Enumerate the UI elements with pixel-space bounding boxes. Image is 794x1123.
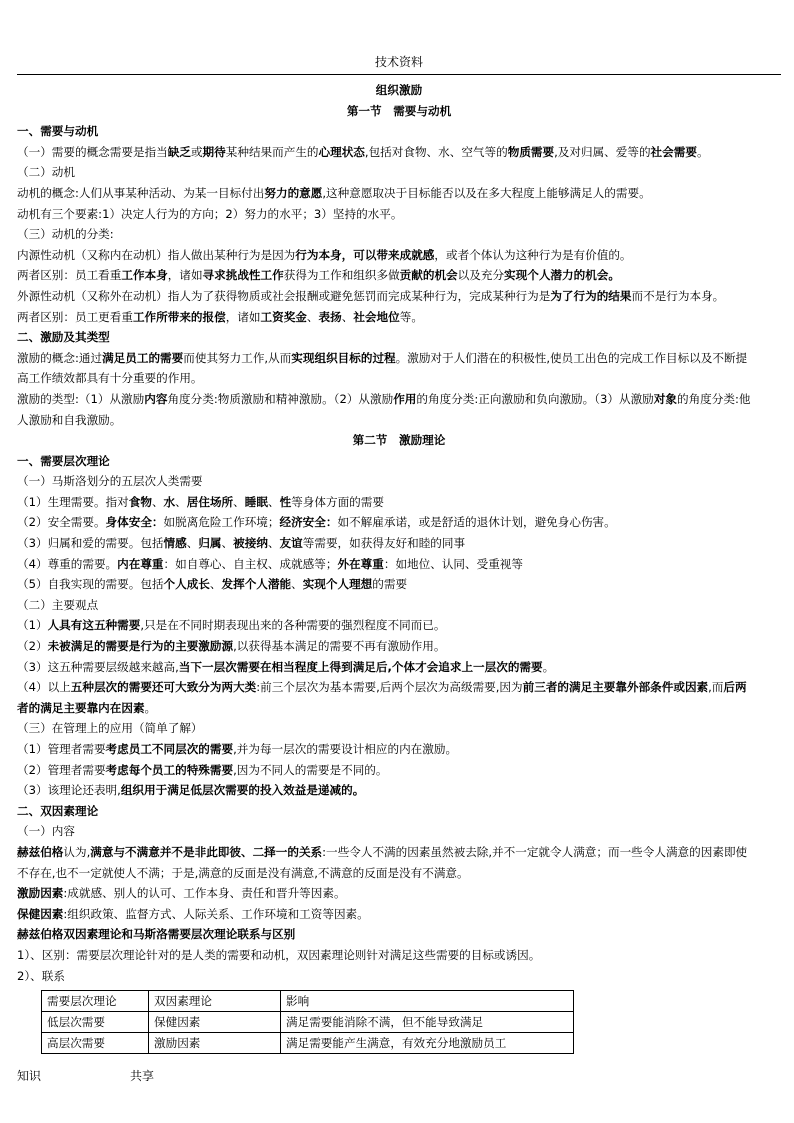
bold-text: 为了行为的结果 <box>550 288 632 303</box>
bold-text: 保健因素 <box>17 906 64 921</box>
bold-text: 考虑员工不同层次的需要 <box>105 742 234 756</box>
text: 。 <box>144 700 157 715</box>
text: ,这种意愿取决于目标能否以及在多大程度上能够满足人的需要。 <box>322 185 651 200</box>
text: :组织政策、监督方式、人际关系、工作环境和工资等因素。 <box>63 906 369 921</box>
bold-text: 赫兹伯格 <box>17 844 64 859</box>
bold-text: 居住场所 <box>186 494 234 509</box>
text: ,包括对食物、水、空气等的 <box>364 144 508 159</box>
paragraph-need-concept <box>17 142 781 163</box>
bold-text: 缺乏 <box>167 144 191 159</box>
subheading-motive: （二）动机 <box>17 165 75 180</box>
text: 。 <box>696 144 709 159</box>
paragraph-herzberg <box>17 842 781 863</box>
text: 、 <box>233 494 245 509</box>
text: 、 <box>221 536 234 551</box>
text: 等需要，如获得友好和睦的同事 <box>302 536 466 551</box>
paragraph-difference: 1）、区别：需要层次理论针对的是人类的需要和动机，双因素理论则针对满足这些需要的目标或诱因。 <box>17 947 541 962</box>
text: 而不是行为本身。 <box>631 288 725 303</box>
bold-text: 工作所带来的报偿 <box>132 309 226 324</box>
text: （2） <box>17 639 48 654</box>
bold-text: 努力的意愿 <box>264 185 323 200</box>
text: 、 <box>341 309 354 324</box>
bold-text: 内在尊重 <box>117 556 164 571</box>
item-belonging <box>17 533 781 554</box>
text: 两者区别：员工更看重 <box>17 309 133 324</box>
text: 两者区别：员工看重 <box>17 268 122 283</box>
paragraph-incentive-concept <box>17 348 781 369</box>
bold-text: 满意与不满意并不是非此即彼、二择一的关系 <box>90 844 323 859</box>
bold-text: 身体安全： <box>105 515 164 530</box>
subheading-main-points: （二）主要观点 <box>17 597 99 612</box>
text: 、 <box>267 536 280 551</box>
bold-text: 期待 <box>202 144 226 159</box>
point-4 <box>17 677 781 698</box>
table-cell: 满足需要能消除不满，但不能导致满足 <box>281 1012 574 1033</box>
bold-text: 寻求挑战性工作 <box>202 268 284 283</box>
bold-text: 经济安全： <box>279 515 338 530</box>
bold-text: 心理状态 <box>318 144 365 159</box>
text: ，或者个体认为这种行为是有价值的。 <box>434 247 632 262</box>
paragraph-incentive-concept-cont: 高工作绩效都具有十分重要的作用。 <box>17 371 203 386</box>
text: （1） <box>17 618 48 633</box>
text: （1）管理者需要 <box>17 742 106 756</box>
text: 。 <box>542 659 555 674</box>
bold-text: 个人成长 <box>163 577 210 592</box>
bold-text: 外在尊重 <box>337 556 384 571</box>
application-1 <box>17 739 781 760</box>
application-2 <box>17 760 781 781</box>
text: （3）该理论还表明, <box>17 783 121 798</box>
bold-text: 归属 <box>198 536 222 551</box>
text: 、 <box>186 536 199 551</box>
table-header-cell: 双因素理论 <box>149 991 281 1012</box>
comparison-table <box>41 990 574 1054</box>
paragraph-extrinsic <box>17 286 781 307</box>
text: （5）自我实现的需要。包括 <box>17 577 164 592</box>
bold-text: 表扬 <box>318 309 342 324</box>
text: ：如地位、认同、受重视等 <box>383 556 523 571</box>
paragraph-intrinsic-diff <box>17 265 781 286</box>
section-2-title: 第二节 激励理论 <box>352 433 446 448</box>
text: 、 <box>267 494 280 509</box>
text: 如脱离危险工作环境； <box>163 515 280 530</box>
paragraph-connection: 2）、联系 <box>17 968 65 983</box>
table-cell: 激励因素 <box>149 1033 281 1054</box>
table-cell: 满足需要能产生满意，有效充分地激励员工 <box>281 1033 574 1054</box>
text: ,只是在不同时期表现出来的各种需要的强烈程度不同而已。 <box>140 618 446 633</box>
bold-text: 工作本身 <box>121 268 168 283</box>
text: 角度分类:物质激励和精神激励。（2）从激励 <box>167 391 394 406</box>
text: 、 <box>306 309 319 324</box>
bold-text: 内容 <box>144 391 168 406</box>
bold-text: 社会需要 <box>650 144 697 159</box>
item-esteem <box>17 554 781 575</box>
text: 动机的概念:人们从事某种活动、为某一目标付出 <box>17 185 265 200</box>
text: 激励的概念:通过 <box>17 350 103 365</box>
text: （4）尊重的需要。 <box>17 556 118 571</box>
table-header-cell: 影响 <box>281 991 574 1012</box>
bold-text: 考虑每个员工的特殊需要 <box>105 762 234 777</box>
bold-text: 未被满足的需要是行为的主要激励源 <box>47 639 234 654</box>
heading-hierarchy: 一、需要层次理论 <box>17 453 110 468</box>
document-title: 组织激励 <box>375 83 423 97</box>
text: 某种结果而产生的 <box>225 144 319 159</box>
paragraph-extrinsic-diff <box>17 307 781 328</box>
text: ,而 <box>708 680 724 695</box>
bold-text: 情感 <box>163 536 187 551</box>
text: （一）需要的概念需要是指当 <box>17 144 168 159</box>
text: 、 <box>291 577 303 592</box>
subheading-content: （一）内容 <box>17 824 75 839</box>
bold-text: 物质需要 <box>507 144 555 159</box>
point-2 <box>17 636 781 657</box>
text: 等身体方面的需要 <box>291 494 384 509</box>
text: 获得为工作和组织多做 <box>283 268 400 283</box>
text: （3）归属和爱的需要。包括 <box>17 536 164 551</box>
bold-text: 者的满足主要靠内在因素 <box>17 700 145 715</box>
heading-incentive-types: 二、激励及其类型 <box>17 330 110 345</box>
text: ：如自尊心、自主权、成就感等； <box>163 556 338 571</box>
bold-text: 五种层次的需要还可大致分为两大类 <box>70 680 257 695</box>
item-physiological <box>17 492 781 513</box>
item-self-actualization <box>17 574 781 595</box>
text: （2）安全需要。 <box>17 515 106 530</box>
text: 或 <box>190 144 203 159</box>
text: ,以获得基本满足的需要不再有激励作用。 <box>233 639 446 654</box>
paragraph-intrinsic <box>17 245 781 266</box>
bold-text: 满足员工的需要 <box>102 350 184 365</box>
text: 的角度分类:他 <box>676 391 751 406</box>
bold-text: 实现个人理想 <box>302 577 373 592</box>
bold-text: 后两 <box>723 680 747 695</box>
bold-text: 行为本身，可以带来成就感 <box>295 247 435 262</box>
text: 认为, <box>63 844 91 859</box>
text: 而使其努力工作,从而 <box>183 350 292 365</box>
text: :前三个层次为基本需要,后两个层次为高级需要,因为 <box>256 680 523 695</box>
bold-text: 睡眠 <box>244 494 268 509</box>
bold-text: 实现个人潜力的机会。 <box>504 268 620 283</box>
text: 等。 <box>399 309 423 324</box>
text: 内源性动机（又称内在动机）指人做出某种行为是因为 <box>17 247 296 262</box>
header-rule <box>17 74 781 75</box>
text: 的角度分类:正向激励和负向激励。（3）从激励 <box>416 391 654 406</box>
paragraph-hygiene <box>17 904 781 925</box>
text: （1）生理需要。指对 <box>17 494 129 509</box>
bold-text: 人具有这五种需要 <box>47 618 141 633</box>
bold-text: 组织用于满足低层次需要的投入效益是递减的。 <box>120 783 365 798</box>
text: 如不解雇承诺，或是舒适的退休计划，避免身心伤害。 <box>337 515 616 530</box>
bold-text: 食物 <box>128 494 152 509</box>
table-row <box>42 1012 574 1033</box>
heading-two-factor: 二、双因素理论 <box>17 803 99 818</box>
text: 、 <box>151 494 164 509</box>
footer-left: 知识 <box>17 1069 42 1083</box>
bold-text: 被接纳 <box>233 536 268 551</box>
application-3 <box>17 780 781 801</box>
point-3 <box>17 657 781 678</box>
heading-comparison: 赫兹伯格双因素理论和马斯洛需要层次理论联系与区别 <box>17 927 296 942</box>
point-1 <box>17 615 781 636</box>
paragraph-motive-concept <box>17 183 781 204</box>
bold-text: 前三者的满足主要靠外部条件或因素 <box>522 680 709 695</box>
text: 以及充分 <box>457 268 505 283</box>
bold-text: 实现组织目标的过程 <box>291 350 396 365</box>
bold-text: 友谊 <box>279 536 303 551</box>
text: ，诸如 <box>225 309 261 324</box>
text: （4）以上 <box>17 680 71 695</box>
bold-text: 激励因素 <box>17 886 64 901</box>
table-row <box>42 1033 574 1054</box>
text: 激励的类型:（1）从激励 <box>17 391 145 406</box>
text: ,因为不同人的需要是不同的。 <box>233 762 388 777</box>
text: 、 <box>175 494 187 509</box>
text: （3）这五种需要层级越来越高, <box>17 659 179 674</box>
bold-text: 性 <box>279 494 292 509</box>
text: :一些令人不满的因素虽然被去除,并不一定就令人满意；而一些令人满意的因素即使 <box>322 844 748 859</box>
text: ,及对归属、爱等的 <box>554 144 651 159</box>
paragraph-incentive-types <box>17 389 781 410</box>
paragraph-motivators <box>17 883 781 904</box>
paragraph-herzberg-cont: 不存在,也不一定就使人不满；于是,满意的反面是没有满意,不满意的反面是没有不满意。 <box>17 865 469 880</box>
page-header-title: 技术资料 <box>374 55 423 69</box>
table-cell: 低层次需要 <box>42 1012 149 1033</box>
document-body <box>17 80 781 986</box>
table-cell: 高层次需要 <box>42 1033 149 1054</box>
heading-need-motive: 一、需要与动机 <box>17 124 99 139</box>
paragraph-incentive-types-cont: 人激励和自我激励。 <box>17 412 122 427</box>
footer-right: 共享 <box>130 1069 155 1083</box>
bold-text: 作用 <box>393 391 417 406</box>
subheading-maslow-five: （一）马斯洛划分的五层次人类需要 <box>17 474 203 489</box>
text: :成就感、别人的认可、工作本身、责任和晋升等因素。 <box>63 886 346 901</box>
bold-text: 水 <box>163 494 176 509</box>
bold-text: 发挥个人潜能 <box>221 577 292 592</box>
bold-text: 社会地位 <box>353 309 400 324</box>
text: 外源性动机（又称外在动机）指人为了获得物质或社会报酬或避免惩罚而完成某种行为，完成某种行为是 <box>17 288 551 303</box>
text: 的需要 <box>372 577 408 592</box>
bold-text: 当下一层次需要在相当程度上得到满足后,个体才会追求上一层次的需要 <box>178 659 543 674</box>
text: （2）管理者需要 <box>17 762 106 777</box>
text: 。激励对于人们潜在的积极性,使员工出色的完成工作目标以及不断提 <box>395 350 748 365</box>
text: 、 <box>209 577 222 592</box>
bold-text: 对象 <box>653 391 677 406</box>
subheading-management-application: （三）在管理上的应用（简单了解） <box>17 721 203 736</box>
text: ,并为每一层次的需要设计相应的内在激励。 <box>233 742 458 756</box>
text: ，诸如 <box>167 268 203 283</box>
section-1-title: 第一节 需要与动机 <box>346 103 452 118</box>
point-4-cont <box>17 698 781 719</box>
table-cell: 保健因素 <box>149 1012 281 1033</box>
bold-text: 贡献的机会 <box>399 268 458 283</box>
paragraph-motive-elements: 动机有三个要素:1）决定人行为的方向；2）努力的水平；3）坚持的水平。 <box>17 206 403 221</box>
bold-text: 工资奖金 <box>260 309 307 324</box>
item-safety <box>17 512 781 533</box>
table-header-cell: 需要层次理论 <box>42 991 149 1012</box>
table-header-row <box>42 991 574 1012</box>
subheading-motive-types: （三）动机的分类: <box>17 227 114 242</box>
